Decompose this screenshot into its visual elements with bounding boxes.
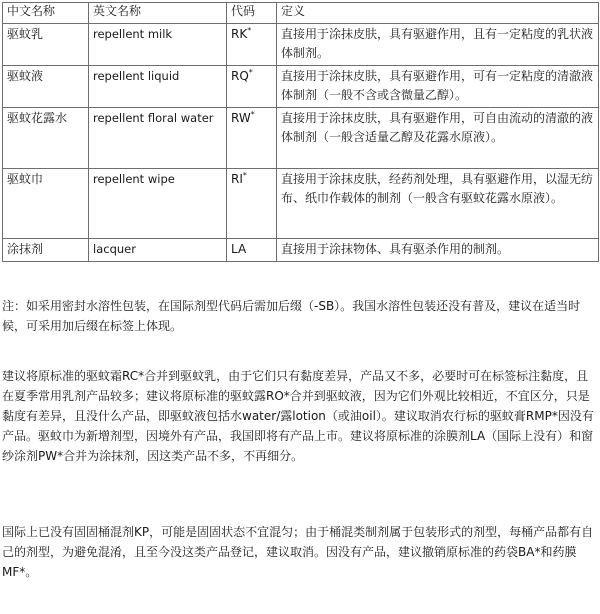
cell-cn-name: 驱蚊乳 xyxy=(3,24,89,66)
cell-code xyxy=(227,108,277,169)
cell-cn-name: 驱蚊液 xyxy=(3,66,89,108)
cell-en-name: repellent milk xyxy=(89,24,227,66)
header-cn-name: 中文名称 xyxy=(3,3,89,24)
header-definition: 定义 xyxy=(277,3,599,24)
code-text: LA xyxy=(231,242,247,256)
cell-cn-name: 驱蚊巾 xyxy=(3,169,89,239)
code-mark: * xyxy=(248,68,253,77)
cell-definition: 直接用于涂抹物体、具有驱杀作用的制剂。 xyxy=(277,239,599,262)
cell-code xyxy=(227,169,277,239)
cell-code xyxy=(227,239,277,262)
note-cancel-recommendation: 国际上已没有固固桶混剂KP，可能是固固状态不宜混匀；由于桶混类制剂属于包装形式的剂型，每桶产品都有自己的剂型，为避免混淆，且至今没这类产品登记，建议取消。因没有产品，建议撤销原标准的药袋BA*和药膜MF*。 xyxy=(2,525,594,579)
code-mark: * xyxy=(242,171,247,180)
header-code: 代码 xyxy=(227,3,277,24)
cell-en-name: repellent liquid xyxy=(89,66,227,108)
cell-en-name: lacquer xyxy=(89,239,227,262)
table-row xyxy=(3,66,599,108)
cell-en-name: repellent wipe xyxy=(89,169,227,239)
formulation-table xyxy=(2,2,599,262)
cell-code xyxy=(227,24,277,66)
note-packaging: 注：如采用密封水溶性包装，在国际剂型代码后需加后缀（-SB）。我国水溶性包装还没有普及，建议在适当时候，可采用加后缀在标签上体现。 xyxy=(2,299,581,333)
table-row xyxy=(3,239,599,262)
cell-definition: 直接用于涂抹皮肤，具有驱避作用，可自由流动的清澈的液体制剂（一般含适量乙醇及花露水原液）。 xyxy=(277,108,599,169)
cell-code xyxy=(227,66,277,108)
code-text: RW xyxy=(231,111,251,125)
cell-cn-name: 涂抹剂 xyxy=(3,239,89,262)
code-text: RI xyxy=(231,172,243,186)
table-row xyxy=(3,24,599,66)
table-row xyxy=(3,169,599,239)
code-text: RK xyxy=(231,27,248,41)
header-en-name: 英文名称 xyxy=(89,3,227,24)
cell-definition: 直接用于涂抹皮肤，经药剂处理，具有驱避作用，以湿无纺布、纸巾作载体的制剂（一般含有驱蚊花露水原液）。 xyxy=(277,169,599,239)
cell-definition: 直接用于涂抹皮肤，具有驱避作用，且有一定粘度的乳状液体制剂。 xyxy=(277,24,599,66)
code-text: RQ xyxy=(231,69,249,83)
note-merge-recommendation: 建议将原标准的驱蚊霜RC*合并到驱蚊乳，由于它们只有黏度差异，产品又不多，必要时可在标签标注黏度，且在夏季常用乳剂产品较多；建议将原标准的驱蚊露RO*合并到驱蚊液，因为它们外观比较相近，不宜区分，只是黏度有差异，且没什么产品，即驱蚊液包括水water/露lotion（或油oil）。建议取消农行标的驱蚊膏RMP*因没有产品。驱蚊巾为新增剂型，因境外有产品，我国即将有产品上市。建议将原标准的涂膜剂LA（国际上没有）和窗纱涂剂PW*合并为涂抹剂，因这类产品不多，不再细分。 xyxy=(2,369,594,463)
cell-en-name: repellent floral water xyxy=(89,108,227,169)
table-row xyxy=(3,108,599,169)
code-mark: * xyxy=(247,26,252,35)
table-header-row xyxy=(3,3,599,24)
cell-cn-name: 驱蚊花露水 xyxy=(3,108,89,169)
code-mark: * xyxy=(250,110,255,119)
cell-definition: 直接用于涂抹皮肤，具有驱避作用，可有一定粘度的清澈液体制剂（一般不含或含微量乙醇）。 xyxy=(277,66,599,108)
